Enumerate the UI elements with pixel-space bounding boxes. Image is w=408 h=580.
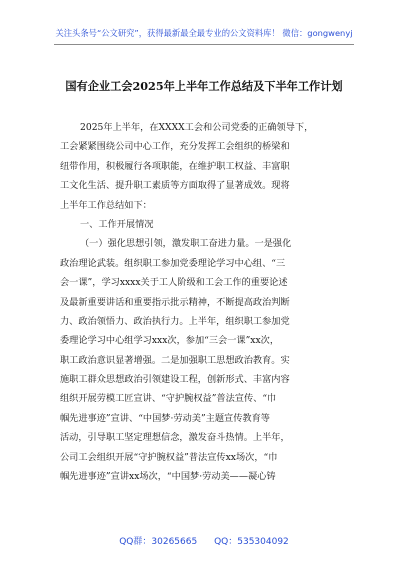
body-line: 工文化生活、提升职工素质等方面取得了显著成效。现将 xyxy=(60,180,290,192)
header-divider xyxy=(54,44,354,45)
body-line: （一）强化思想引领，激发职工奋进力量。一是强化 xyxy=(80,238,292,250)
body-line: 公司工会组织开展“守护腕权益”普法宣传xx场次，“巾 xyxy=(60,451,278,463)
document-body xyxy=(60,118,352,486)
body-line: 及最新重要讲话和重要指示批示精神，不断提高政治判断 xyxy=(60,296,290,308)
body-line: 活动，引导职工坚定理想信念，激发奋斗热情。上半年， xyxy=(60,432,290,444)
body-line: 2025年上半年，在XXXX工会和公司党委的正确领导下， xyxy=(80,122,314,133)
body-line: 纽带作用，积极履行各项职能，在维护职工权益、丰富职 xyxy=(60,160,290,172)
body-line: 组织开展劳模工匠宣讲、“守护腕权益”普法宣传、“巾 xyxy=(60,393,277,405)
body-line: 工会紧紧围绕公司中心工作，充分发挥工会组织的桥梁和 xyxy=(60,141,290,153)
body-line: 帼先进事迹”宣讲xx场次，“中国梦·劳动美——凝心铸 xyxy=(60,471,276,483)
section-heading: 一、工作开展情况 xyxy=(80,218,154,230)
body-line: 帼先进事迹”宣讲、“中国梦·劳动美”主题宣传教育等 xyxy=(60,412,270,424)
body-line: 政治理论武装。组织职工参加党委理论学习中心组、“三 xyxy=(60,257,286,269)
body-line: 力、政治领悟力、政治执行力。上半年，组织职工参加党 xyxy=(60,315,290,327)
document-title: 国有企业工会2025年上半年工作总结及下半年工作计划 xyxy=(65,79,343,93)
footer-contact xyxy=(0,534,408,547)
body-line: 会一课”，学习xxxx关于工人阶级和工会工作的重要论述 xyxy=(60,277,288,289)
body-line: 施职工群众思想政治引领建设工程，创新形式、丰富内容 xyxy=(60,374,290,386)
footer-qq-group: QQ群：30265665 xyxy=(119,537,198,547)
header-banner: 关注头条号“公文研究”，获得最新最全最专业的公文资料库！ 微信：gongwenyj xyxy=(55,28,353,38)
body-line: 委理论学习中心组学习xxx次，参加“三会一课”xx次， xyxy=(60,335,280,347)
body-line: 职工政治意识显著增强。二是加强职工思想政治教育。实 xyxy=(60,354,290,366)
footer-qq-number: QQ：535304092 xyxy=(214,537,289,547)
body-line: 上半年工作总结如下： xyxy=(60,199,152,211)
